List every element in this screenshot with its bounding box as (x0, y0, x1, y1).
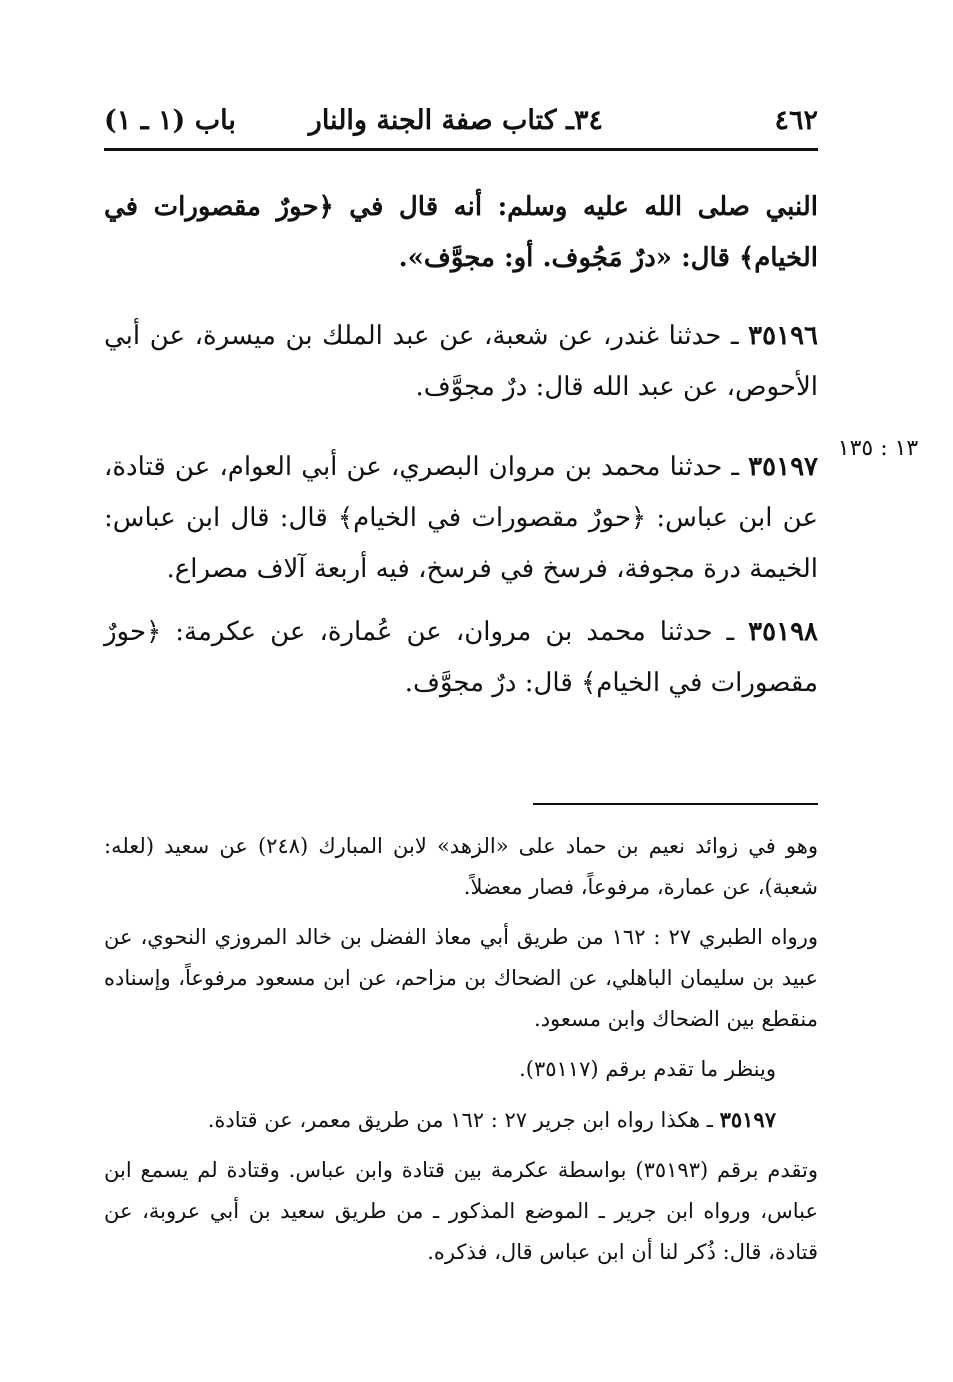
hadith-paragraph (104, 607, 818, 709)
footnote (104, 1099, 818, 1141)
hadith-paragraph (104, 182, 818, 284)
footnote-number: ٣٥١٩٧ (719, 1107, 776, 1132)
hadith-number: ٣٥١٩٧ (748, 452, 818, 482)
book-title: ٣٤ـ كتاب صفة الجنة والنار (308, 105, 603, 136)
footnote-text: ـ هكذا رواه ابن جرير ٢٧ : ١٦٢ من طريق معمر، عن قتادة. (207, 1108, 720, 1132)
page-number: ٤٦٢ (774, 105, 818, 136)
hadith-number: ٣٥١٩٨ (748, 617, 818, 647)
footnotes (104, 826, 818, 1282)
footnote (104, 917, 818, 1040)
footnote (104, 1049, 818, 1090)
paragraph-text: ـ حدثنا غندر، عن شعبة، عن عبد الملك بن ميسرة، عن أبي الأحوص، عن عبد الله قال: درٌ مجوَّف. (104, 321, 818, 402)
footnote-text: وتقدم برقم (٣٥١٩٣) بواسطة عكرمة بين قتادة وابن عباس. وقتادة لم يسمع ابن عباس، ورواه ابن جرير ـ الموضع المذكور ـ من طريق سعيد بن أبي عروبة، عن قتادة، قال: ذُكر لنا أن ابن عباس قال، فذكره. (104, 1158, 818, 1264)
footnote-rule (533, 803, 818, 805)
page-header (104, 96, 818, 146)
header-rule (104, 148, 818, 151)
footnote-text: ورواه الطبري ٢٧ : ١٦٢ من طريق أبي معاذ الفضل بن خالد المروزي النحوي، عن عبيد بن سليمان الباهلي، عن الضحاك بن مزاحم، عن ابن مسعود مرفوعاً، وإسناده منقطع بين الضحاك وابن مسعود. (104, 925, 818, 1031)
footnote (104, 826, 818, 908)
chapter-label: باب (١ ـ ١) (104, 105, 236, 136)
footnote (104, 1150, 818, 1273)
paragraph-text: ـ حدثنا محمد بن مروان، عن عُمارة، عن عكرمة: ﴿حورٌ مقصورات في الخيام﴾ قال: درٌ مجوَّف. (104, 617, 818, 698)
footnote-text: وينظر ما تقدم برقم (٣٥١١٧). (519, 1057, 776, 1081)
main-text (104, 182, 818, 730)
hadith-number: ٣٥١٩٦ (748, 321, 818, 351)
paragraph-text: ـ حدثنا محمد بن مروان البصري، عن أبي العوام، عن قتادة، عن ابن عباس: ﴿حورٌ مقصورات في الخيام﴾ قال: قال ابن عباس: الخيمة درة مجوفة، فرسخ في فرسخ، فيه أربعة آلاف مصراع. (104, 452, 818, 584)
hadith-paragraph (104, 311, 818, 413)
margin-reference: ١٣ : ١٣٥ (837, 436, 919, 461)
footnote-text: وهو في زوائد نعيم بن حماد على «الزهد» لابن المبارك (٢٤٨) عن سعيد (لعله: شعبة)، عن عمارة، مرفوعاً، فصار معضلاً. (104, 834, 818, 899)
paragraph-text: النبي صلى الله عليه وسلم: أنه قال في ﴿حورٌ مقصورات في الخيام﴾ قال: «درٌ مَجُوف. أو: مجوَّف». (104, 192, 818, 273)
hadith-paragraph (104, 442, 818, 595)
